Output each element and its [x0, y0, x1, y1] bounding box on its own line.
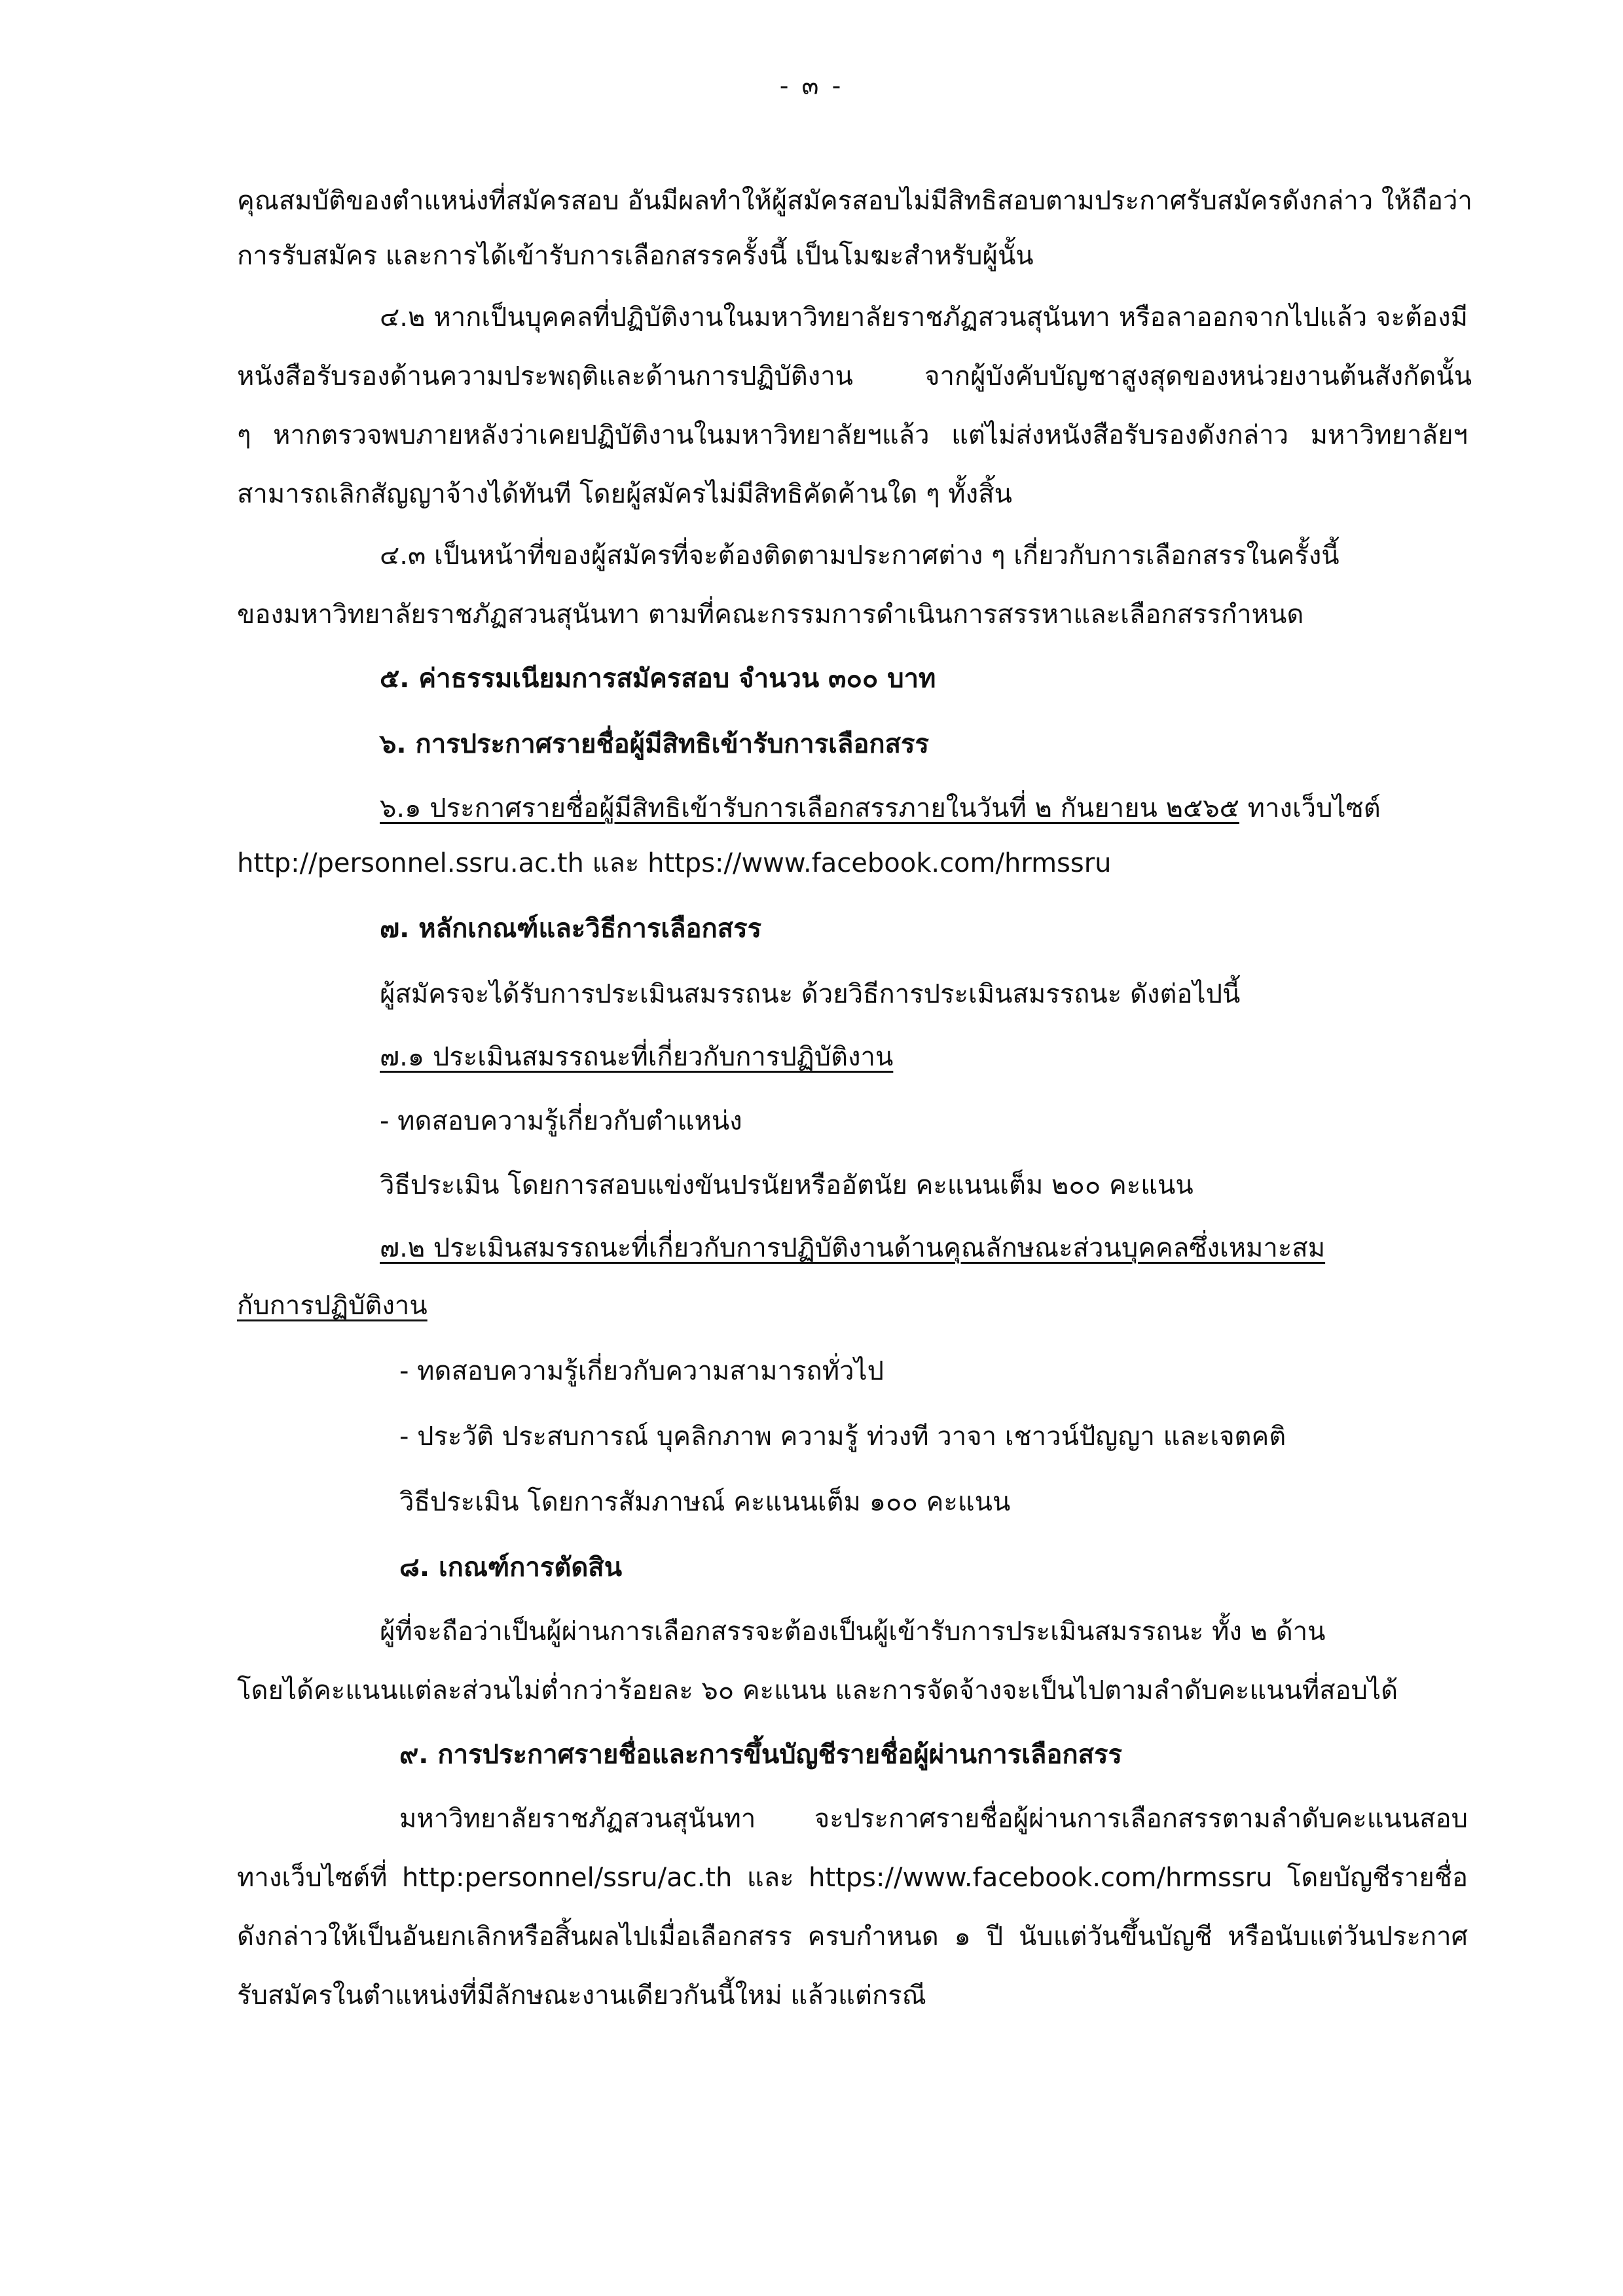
section-heading-6: ๖. การประกาศรายชื่อผู้มีสิทธิเข้ารับการเลือกสรร: [380, 729, 929, 759]
subsection-heading-7-2-cont: กับการปฏิบัติงาน: [237, 1291, 428, 1321]
paragraph-line: ๔.๒ หากเป็นบุคคลที่ปฏิบัติงานในมหาวิทยาลัยราชภัฏสวนสุนันทา หรือลาออกจากไปแล้ว จะต้องมี: [380, 302, 1468, 332]
list-item: - ทดสอบความรู้เกี่ยวกับความสามารถทั่วไป: [399, 1356, 884, 1386]
subsection-heading-7-1: ๗.๑ ประเมินสมรรถนะที่เกี่ยวกับการปฏิบัติงาน: [380, 1042, 894, 1072]
paragraph-line: การรับสมัคร และการได้เข้ารับการเลือกสรรครั้งนี้ เป็นโมฆะสำหรับผู้นั้น: [237, 241, 1034, 271]
paragraph-line: หนังสือรับรองด้านความประพฤติและด้านการปฏิบัติงาน: [237, 361, 854, 391]
list-item: - ประวัติ ประสบการณ์ บุคลิกภาพ ความรู้ ท่วงที วาจา เชาวน์ปัญญา และเจตคติ: [399, 1422, 1286, 1452]
list-item: - ทดสอบความรู้เกี่ยวกับตำแหน่ง: [380, 1106, 742, 1136]
page-number: - ๓ -: [779, 71, 844, 100]
section-heading-7: ๗. หลักเกณฑ์และวิธีการเลือกสรร: [380, 914, 762, 944]
subsection-heading-7-2: ๗.๒ ประเมินสมรรถนะที่เกี่ยวกับการปฏิบัติงานด้านคุณลักษณะส่วนบุคคลซึ่งเหมาะสม: [380, 1233, 1326, 1263]
paragraph-line: ๆ หากตรวจพบภายหลังว่าเคยปฏิบัติงานในมหาวิทยาลัยฯแล้ว แต่ไม่ส่งหนังสือรับรองดังกล่าว มหาวิทยาลัยฯ: [237, 420, 1468, 450]
section-6-1-line: [380, 789, 1381, 827]
paragraph-line: ผู้ที่จะถือว่าเป็นผู้ผ่านการเลือกสรรจะต้องเป็นผู้เข้ารับการประเมินสมรรถนะ ทั้ง ๒ ด้าน: [380, 1617, 1326, 1647]
paragraph-line: จากผู้บังคับบัญชาสูงสุดของหน่วยงานต้นสังกัดนั้น: [924, 361, 1472, 391]
paragraph-line: โดยได้คะแนนแต่ละส่วนไม่ต่ำกว่าร้อยละ ๖๐ คะแนน และการจัดจ้างจะเป็นไปตามลำดับคะแนนที่สอบได้: [237, 1676, 1398, 1706]
paragraph-line: ดังกล่าวให้เป็นอันยกเลิกหรือสิ้นผลไปเมื่อเลือกสรร ครบกำหนด ๑ ปี นับแต่วันขึ้นบัญชี หรือนับแต่วันประกาศ: [237, 1922, 1468, 1952]
paragraph-line: คุณสมบัติของตำแหน่งที่สมัครสอบ อันมีผลทำให้ผู้สมัครสอบไม่มีสิทธิสอบตามประกาศรับสมัครดังกล่าว ให้ถือว่า: [237, 186, 1472, 216]
paragraph-line: ๔.๓ เป็นหน้าที่ของผู้สมัครที่จะต้องติดตามประกาศต่าง ๆ เกี่ยวกับการเลือกสรรในครั้งนี้: [380, 541, 1340, 571]
paragraph-line: มหาวิทยาลัยราชภัฏสวนสุนันทา จะประกาศรายชื่อผู้ผ่านการเลือกสรรตามลำดับคะแนนสอบ: [399, 1804, 1468, 1834]
paragraph-line: วิธีประเมิน โดยการสัมภาษณ์ คะแนนเต็ม ๑๐๐ คะแนน: [399, 1487, 1011, 1517]
paragraph-line: สามารถเลิกสัญญาจ้างได้ทันที โดยผู้สมัครไม่มีสิทธิคัดค้านใด ๆ ทั้งสิ้น: [237, 479, 1012, 509]
paragraph-text: ทางเว็บไซต์: [1239, 793, 1381, 823]
paragraph-line: รับสมัครในตำแหน่งที่มีลักษณะงานเดียวกันนี้ใหม่ แล้วแต่กรณี: [237, 1981, 926, 2011]
section-heading-9: ๙. การประกาศรายชื่อและการขึ้นบัญชีรายชื่อผู้ผ่านการเลือกสรร: [399, 1740, 1123, 1770]
website-links-line: http://personnel.ssru.ac.th และ https://www.facebook.com/hrmssru: [237, 848, 1112, 878]
paragraph-line: ของมหาวิทยาลัยราชภัฏสวนสุนันทา ตามที่คณะกรรมการดำเนินการสรรหาและเลือกสรรกำหนด: [237, 600, 1304, 630]
section-heading-8: ๘. เกณฑ์การตัดสิน: [399, 1552, 623, 1583]
underlined-text: ๖.๑ ประกาศรายชื่อผู้มีสิทธิเข้ารับการเลือกสรรภายในวันที่ ๒ กันยายน ๒๕๖๕: [380, 793, 1239, 823]
paragraph-line: ทางเว็บไซต์ที่ http:personnel/ssru/ac.th และ https://www.facebook.com/hrmssru โดยบัญชีรายชื่อ: [237, 1863, 1468, 1893]
section-heading-5: ๕. ค่าธรรมเนียมการสมัครสอบ จำนวน ๓๐๐ บาท: [380, 664, 936, 694]
paragraph-line: วิธีประเมิน โดยการสอบแข่งขันปรนัยหรืออัตนัย คะแนนเต็ม ๒๐๐ คะแนน: [380, 1170, 1194, 1200]
paragraph-line: ผู้สมัครจะได้รับการประเมินสมรรถนะ ด้วยวิธีการประเมินสมรรถนะ ดังต่อไปนี้: [380, 979, 1241, 1009]
